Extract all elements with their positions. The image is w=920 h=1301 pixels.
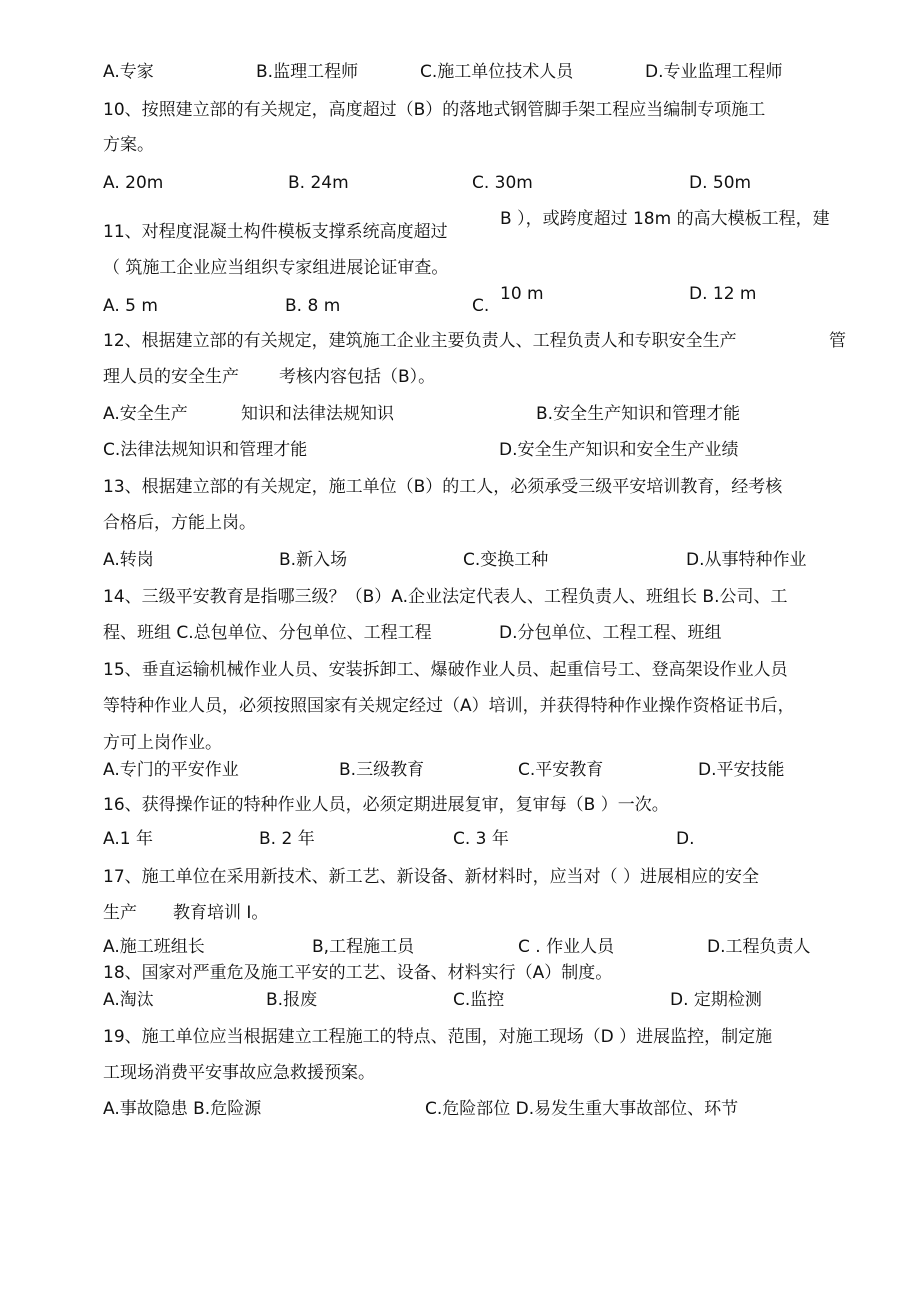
q10-text-line1: 10、按照建立部的有关规定，高度超过（B）的落地式钢管脚手架工程应当编制专项施工	[103, 100, 766, 120]
q9-option-c: C.施工单位技术人员	[420, 62, 574, 82]
q14-text-line2-end: D.分包单位、工程工程、班组	[499, 623, 722, 643]
q16-option-a: A.1 年	[103, 829, 153, 849]
q17-text-line2-end: 教育培训 I。	[173, 903, 269, 923]
q17-option-a: A.施工班组长	[103, 937, 205, 957]
q12-text-line1-end: 管	[829, 331, 846, 351]
q13-option-b: B.新入场	[279, 550, 348, 570]
q11-text-upper: B ），或跨度超过 18m 的高大模板工程，建	[500, 209, 830, 229]
q12-option-a-cont: 知识和法律法规知识	[241, 404, 394, 424]
q17-text-line1: 17、施工单位在采用新技术、新工艺、新设备、新材料时，应当对（ ）进展相应的安全	[103, 867, 760, 887]
q18-option-a: A.淘汰	[103, 990, 154, 1010]
q15-text-line2: 等特种作业人员，必须按照国家有关规定经过（A）培训，并获得特种作业操作资格证书后，	[103, 696, 795, 716]
q18-option-c: C.监控	[453, 990, 505, 1010]
q9-option-b: B.监理工程师	[256, 62, 359, 82]
q17-option-d: D.工程负责人	[707, 937, 811, 957]
q18-option-b: B.报废	[266, 990, 318, 1010]
q14-text-line1: 14、三级平安教育是指哪三级？（B）A.企业法定代表人、工程负责人、班组长 B.公司、工	[103, 587, 788, 607]
q12-text-line1: 12、根据建立部的有关规定，建筑施工企业主要负责人、工程负责人和专职安全生产	[103, 331, 737, 351]
q11-option-c: C.	[472, 296, 490, 316]
q19-option-a-b: A.事故隐患 B.危险源	[103, 1099, 262, 1119]
q13-text-line2: 合格后，方能上岗。	[103, 513, 256, 533]
q10-option-b: B. 24m	[288, 173, 349, 193]
q10-option-d: D. 50m	[689, 173, 752, 193]
q16-text-line1: 16、获得操作证的特种作业人员，必须定期进展复审，复审每（B ）一次。	[103, 795, 669, 815]
q15-option-c: C.平安教育	[518, 760, 604, 780]
q15-option-b: B.三级教育	[339, 760, 425, 780]
q11-text-line1: 11、对程度混凝土构件模板支撑系统高度超过	[103, 222, 448, 242]
q19-text-line2: 工现场消费平安事故应急救援预案。	[103, 1063, 375, 1083]
q12-text-line2-end: 考核内容包括（B）。	[279, 367, 436, 387]
q19-option-c-d: C.危险部位 D.易发生重大事故部位、环节	[425, 1099, 739, 1119]
q15-option-a: A.专门的平安作业	[103, 760, 239, 780]
q12-option-c: C.法律法规知识和管理才能	[103, 440, 308, 460]
q14-text-line2: 程、班组 C.总包单位、分包单位、工程工程	[103, 623, 432, 643]
q15-text-line3: 方可上岗作业。	[103, 733, 222, 753]
q13-option-a: A.转岗	[103, 550, 154, 570]
q12-option-b: B.安全生产知识和管理才能	[536, 404, 741, 424]
q19-text-line1: 19、施工单位应当根据建立工程施工的特点、范围，对施工现场（D ）进展监控，制定施	[103, 1027, 773, 1047]
q15-option-d: D.平安技能	[698, 760, 785, 780]
q9-option-d: D.专业监理工程师	[645, 62, 783, 82]
q12-option-d: D.安全生产知识和安全生产业绩	[499, 440, 739, 460]
q16-option-b: B. 2 年	[259, 829, 315, 849]
q11-text-line2: （ 筑施工企业应当组织专家组进展论证审查。	[103, 258, 449, 278]
q13-option-d: D.从事特种作业	[686, 550, 807, 570]
q15-text-line1: 15、垂直运输机械作业人员、安装拆卸工、爆破作业人员、起重信号工、登高架设作业人员	[103, 660, 788, 680]
q13-text-line1: 13、根据建立部的有关规定，施工单位（B）的工人，必须承受三级平安培训教育，经考核	[103, 477, 783, 497]
q13-option-c: C.变换工种	[463, 550, 549, 570]
q12-text-line2: 理人员的安全生产	[103, 367, 239, 387]
q11-option-a: A. 5 m	[103, 296, 158, 316]
q9-option-a: A.专家	[103, 62, 154, 82]
q10-option-a: A. 20m	[103, 173, 164, 193]
q12-option-a: A.安全生产	[103, 404, 188, 424]
q17-option-b: B,工程施工员	[312, 937, 415, 957]
q11-option-c-value: 10 m	[500, 284, 544, 304]
q17-text-line2: 生产	[103, 903, 137, 923]
q10-option-c: C. 30m	[472, 173, 533, 193]
q11-option-b: B. 8 m	[285, 296, 341, 316]
q11-option-d: D. 12 m	[689, 284, 757, 304]
q10-text-line2: 方案。	[103, 135, 154, 155]
q17-option-c: C . 作业人员	[518, 937, 615, 957]
q18-option-d: D. 定期检测	[670, 990, 762, 1010]
q16-option-d: D.	[676, 829, 695, 849]
q16-option-c: C. 3 年	[453, 829, 509, 849]
q18-text-line1: 18、国家对严重危及施工平安的工艺、设备、材料实行（A）制度。	[103, 963, 613, 983]
